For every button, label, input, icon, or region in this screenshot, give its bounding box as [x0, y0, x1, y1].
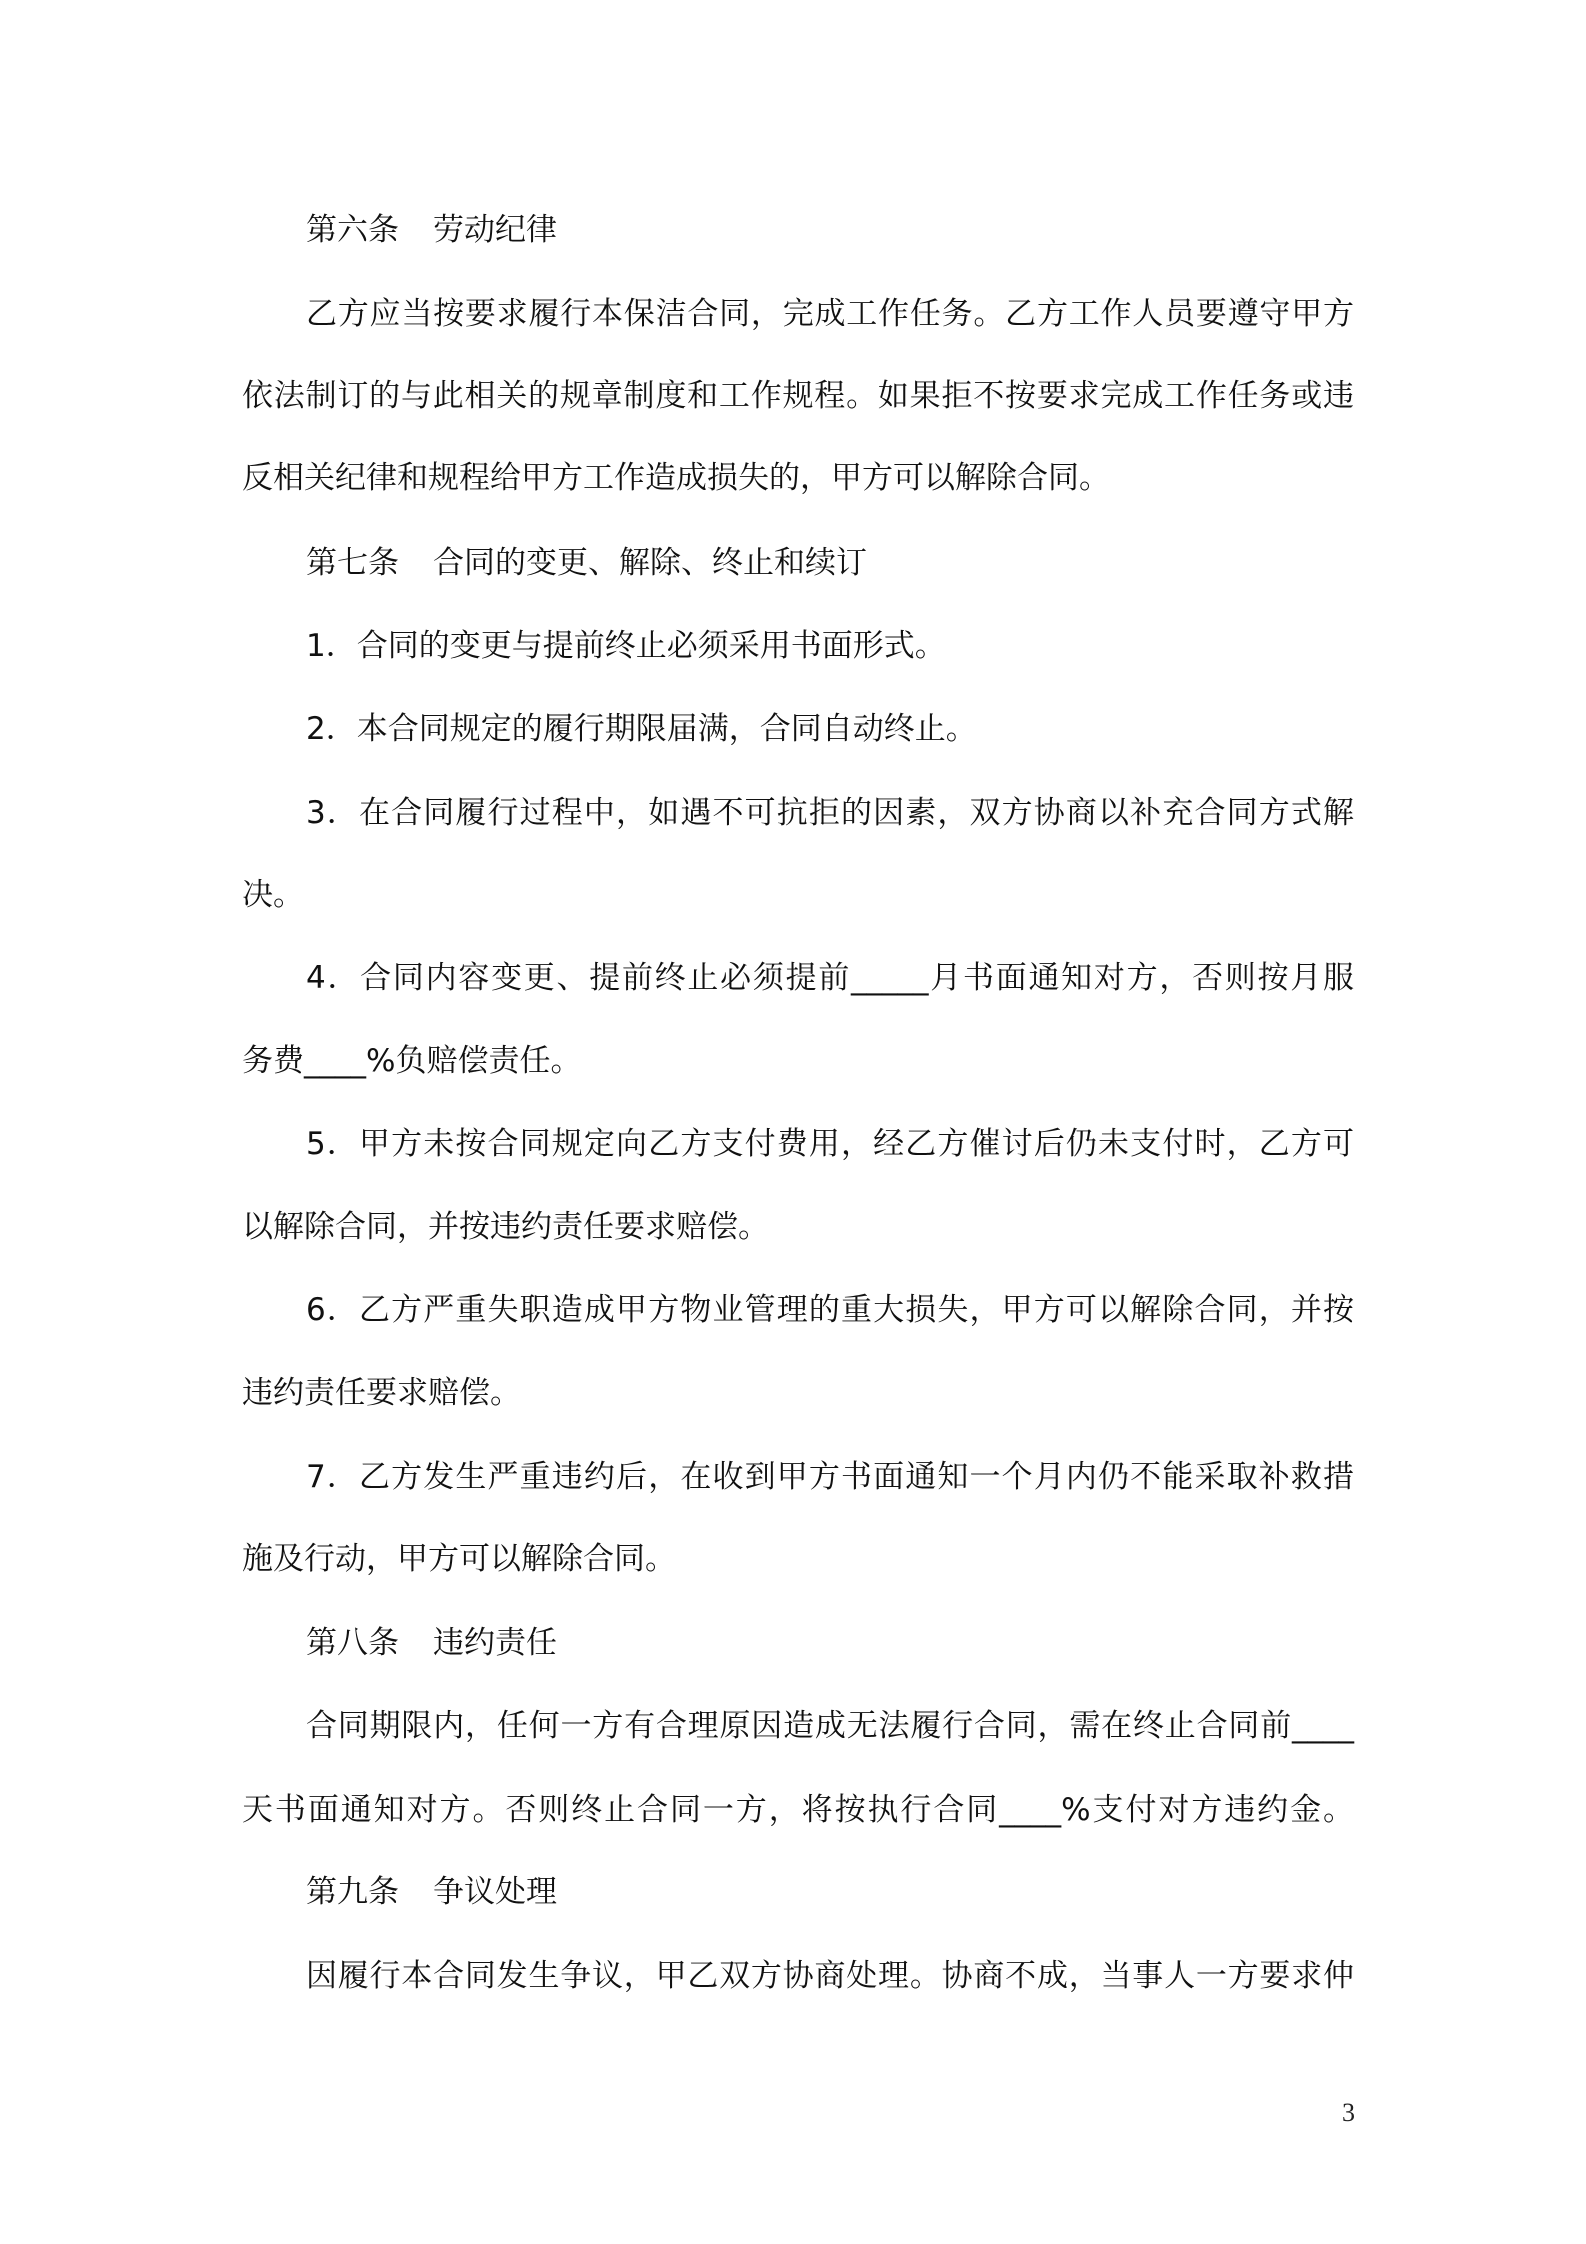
article-number: 第六条 [306, 212, 399, 248]
article-6-line-3: 反相关纪律和规程给甲方工作造成损失的，甲方可以解除合同。 [242, 460, 1110, 496]
article-8-line-1: 合同期限内，任何一方有合理原因造成无法履行合同，需在终止合同前____ [306, 1708, 1354, 1744]
article-7-item-6-line-1: 6．乙方严重失职造成甲方物业管理的重大损失，甲方可以解除合同，并按 [306, 1292, 1354, 1328]
article-7-item-3-line-2: 决。 [242, 877, 304, 913]
article-9-heading [306, 1872, 557, 1912]
article-title: 违约责任 [433, 1625, 557, 1661]
article-title: 争议处理 [433, 1874, 557, 1910]
article-7-item-6-line-2: 违约责任要求赔偿。 [242, 1375, 521, 1411]
article-7-item-3-line-1: 3．在合同履行过程中，如遇不可抗拒的因素，双方协商以补充合同方式解 [306, 795, 1354, 831]
article-6-heading [306, 210, 557, 250]
article-title: 合同的变更、解除、终止和续订 [433, 545, 867, 581]
article-7-item-5-line-1: 5．甲方未按合同规定向乙方支付费用，经乙方催讨后仍未支付时，乙方可 [306, 1126, 1354, 1162]
article-7-item-7-line-1: 7．乙方发生严重违约后，在收到甲方书面通知一个月内仍不能采取补救措 [306, 1459, 1354, 1495]
article-8-line-2: 天书面通知对方。否则终止合同一方，将按执行合同____%支付对方违约金。 [242, 1792, 1354, 1828]
article-number: 第八条 [306, 1625, 399, 1661]
article-7-item-7-line-2: 施及行动，甲方可以解除合同。 [242, 1541, 676, 1577]
article-7-item-5-line-2: 以解除合同，并按违约责任要求赔偿。 [242, 1209, 769, 1245]
article-number: 第七条 [306, 545, 399, 581]
article-7-item-4-line-1: 4．合同内容变更、提前终止必须提前_____月书面通知对方，否则按月服 [306, 960, 1354, 996]
article-number: 第九条 [306, 1874, 399, 1910]
article-8-heading [306, 1623, 557, 1663]
article-7-item-1: 1．合同的变更与提前终止必须采用书面形式。 [306, 628, 946, 664]
article-7-heading [306, 543, 867, 583]
article-6-line-2: 依法制订的与此相关的规章制度和工作规程。如果拒不按要求完成工作任务或违 [242, 378, 1354, 414]
article-7-item-2: 2．本合同规定的履行期限届满，合同自动终止。 [306, 711, 977, 747]
article-6-line-1: 乙方应当按要求履行本保洁合同，完成工作任务。乙方工作人员要遵守甲方 [306, 296, 1354, 332]
article-9-line-1: 因履行本合同发生争议，甲乙双方协商处理。协商不成，当事人一方要求仲 [306, 1958, 1354, 1994]
article-7-item-4-line-2: 务费____%负赔偿责任。 [242, 1043, 582, 1079]
page-number: 3 [1342, 2098, 1355, 2127]
article-title: 劳动纪律 [433, 212, 557, 248]
